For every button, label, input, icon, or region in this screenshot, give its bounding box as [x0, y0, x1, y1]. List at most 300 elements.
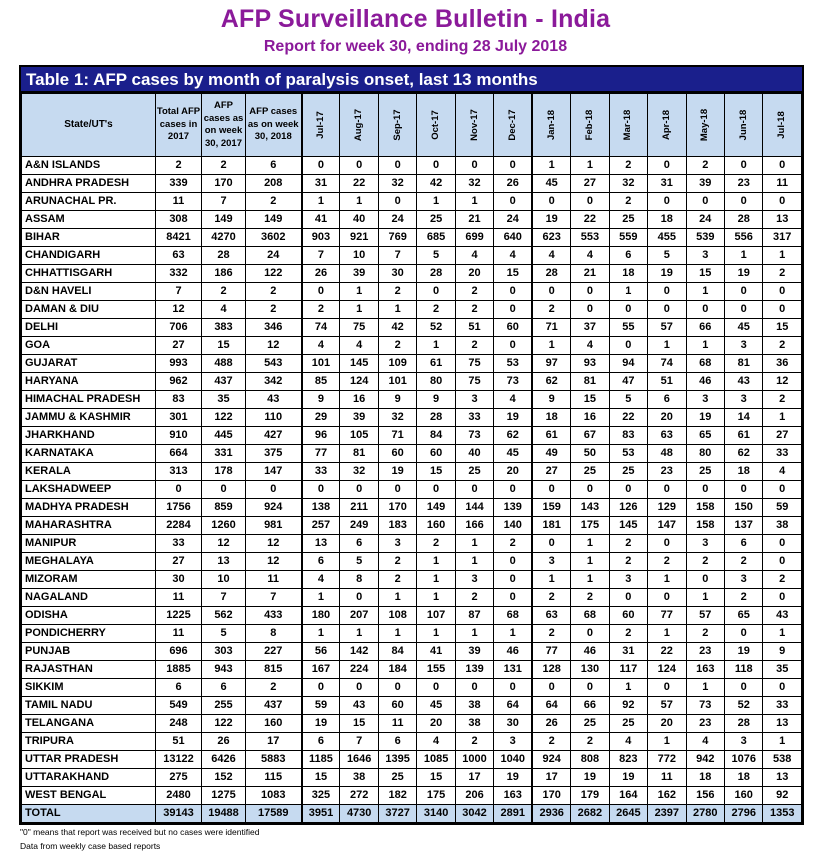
case-count-cell: 160	[724, 787, 762, 805]
state-name-cell: MADHYA PRADESH	[22, 499, 156, 517]
table-row	[22, 409, 802, 427]
case-count-cell: 18	[609, 265, 647, 283]
case-count-cell: 3	[686, 391, 724, 409]
case-count-cell: 0	[763, 535, 802, 553]
case-count-cell: 26	[494, 175, 532, 193]
case-count-cell: 0	[302, 679, 340, 697]
case-count-cell: 101	[302, 355, 340, 373]
case-count-cell: 0	[763, 679, 802, 697]
case-count-cell: 75	[455, 373, 493, 391]
case-count-cell: 257	[302, 517, 340, 535]
case-count-cell: 0	[686, 301, 724, 319]
case-count-cell: 38	[455, 715, 493, 733]
state-name-cell: KERALA	[22, 463, 156, 481]
case-count-cell: 4	[686, 733, 724, 751]
case-count-cell: 445	[202, 427, 246, 445]
case-count-cell: 0	[494, 481, 532, 499]
table-row	[22, 553, 802, 571]
case-count-cell: 272	[340, 787, 378, 805]
case-count-cell: 2	[246, 283, 302, 301]
case-count-cell: 0	[609, 337, 647, 355]
case-count-cell: 51	[455, 319, 493, 337]
case-count-cell: 3727	[378, 805, 416, 823]
case-count-cell: 65	[686, 427, 724, 445]
table-row	[22, 589, 802, 607]
case-count-cell: 2936	[532, 805, 570, 823]
case-count-cell: 1	[417, 193, 455, 211]
case-count-cell: 943	[202, 661, 246, 679]
header-month	[417, 94, 455, 157]
case-count-cell: 10	[202, 571, 246, 589]
case-count-cell: 2	[571, 589, 609, 607]
case-count-cell: 15	[763, 319, 802, 337]
case-count-cell: 26	[302, 265, 340, 283]
case-count-cell: 138	[302, 499, 340, 517]
case-count-cell: 1	[686, 589, 724, 607]
case-count-cell: 92	[609, 697, 647, 715]
case-count-cell: 0	[648, 157, 686, 175]
state-name-cell: GUJARAT	[22, 355, 156, 373]
case-count-cell: 2	[532, 589, 570, 607]
case-count-cell: 2	[246, 301, 302, 319]
case-count-cell: 0	[494, 301, 532, 319]
case-count-cell: 249	[340, 517, 378, 535]
state-name-cell: LAKSHADWEEP	[22, 481, 156, 499]
case-count-cell: 8	[246, 625, 302, 643]
case-count-cell: 455	[648, 229, 686, 247]
state-name-cell: WEST BENGAL	[22, 787, 156, 805]
case-count-cell: 0	[455, 481, 493, 499]
case-count-cell: 0	[340, 589, 378, 607]
case-count-cell: 27	[763, 427, 802, 445]
case-count-cell: 0	[724, 283, 762, 301]
case-count-cell: 65	[724, 607, 762, 625]
case-count-cell: 13122	[156, 751, 202, 769]
case-count-cell: 180	[302, 607, 340, 625]
case-count-cell: 25	[609, 715, 647, 733]
case-count-cell: 162	[648, 787, 686, 805]
case-count-cell: 1885	[156, 661, 202, 679]
footnote-data-source: Data from weekly case based reports	[20, 841, 161, 851]
state-name-cell: DAMAN & DIU	[22, 301, 156, 319]
case-count-cell: 696	[156, 643, 202, 661]
case-count-cell: 699	[455, 229, 493, 247]
case-count-cell: 21	[571, 265, 609, 283]
case-count-cell: 1	[455, 625, 493, 643]
state-name-cell: A&N ISLANDS	[22, 157, 156, 175]
table-row	[22, 229, 802, 247]
header-month-label: Jan-18	[545, 109, 557, 141]
case-count-cell: 170	[532, 787, 570, 805]
case-count-cell: 17	[246, 733, 302, 751]
case-count-cell: 45	[532, 175, 570, 193]
case-count-cell: 36	[763, 355, 802, 373]
case-count-cell: 2	[378, 553, 416, 571]
case-count-cell: 96	[302, 427, 340, 445]
state-name-cell: MIZORAM	[22, 571, 156, 589]
case-count-cell: 301	[156, 409, 202, 427]
case-count-cell: 2891	[494, 805, 532, 823]
case-count-cell: 18	[532, 409, 570, 427]
case-count-cell: 2	[609, 625, 647, 643]
case-count-cell: 2	[571, 733, 609, 751]
case-count-cell: 167	[302, 661, 340, 679]
case-count-cell: 313	[156, 463, 202, 481]
case-count-cell: 27	[156, 553, 202, 571]
case-count-cell: 50	[571, 445, 609, 463]
case-count-cell: 1	[340, 625, 378, 643]
case-count-cell: 208	[246, 175, 302, 193]
case-count-cell: 317	[763, 229, 802, 247]
case-count-cell: 0	[648, 589, 686, 607]
case-count-cell: 2	[763, 337, 802, 355]
case-count-cell: 53	[609, 445, 647, 463]
case-count-cell: 20	[455, 265, 493, 283]
case-count-cell: 1	[455, 535, 493, 553]
case-count-cell: 67	[571, 427, 609, 445]
case-count-cell: 35	[202, 391, 246, 409]
state-name-cell: TOTAL	[22, 805, 156, 823]
case-count-cell: 6	[202, 679, 246, 697]
case-count-cell: 77	[532, 643, 570, 661]
case-count-cell: 0	[302, 481, 340, 499]
case-count-cell: 1	[648, 733, 686, 751]
case-count-cell: 3	[455, 391, 493, 409]
case-count-cell: 0	[648, 535, 686, 553]
case-count-cell: 1	[378, 625, 416, 643]
case-count-cell: 562	[202, 607, 246, 625]
case-count-cell: 1	[648, 337, 686, 355]
case-count-cell: 1756	[156, 499, 202, 517]
case-count-cell: 85	[302, 373, 340, 391]
case-count-cell: 66	[686, 319, 724, 337]
case-count-cell: 3	[724, 391, 762, 409]
case-count-cell: 139	[494, 499, 532, 517]
case-count-cell: 11	[648, 769, 686, 787]
case-count-cell: 94	[609, 355, 647, 373]
table-row	[22, 193, 802, 211]
case-count-cell: 1	[378, 589, 416, 607]
case-count-cell: 4	[302, 571, 340, 589]
page-title: AFP Surveillance Bulletin - India	[220, 5, 611, 33]
state-name-cell: MEGHALAYA	[22, 553, 156, 571]
case-count-cell: 0	[571, 301, 609, 319]
case-count-cell: 51	[156, 733, 202, 751]
case-count-cell: 0	[648, 301, 686, 319]
header-month	[340, 94, 378, 157]
case-count-cell: 142	[340, 643, 378, 661]
case-count-cell: 0	[571, 481, 609, 499]
table-row	[22, 355, 802, 373]
case-count-cell: 25	[609, 463, 647, 481]
header-summary-col: AFP cases as on week 30, 2018	[246, 94, 302, 157]
case-count-cell: 13	[202, 553, 246, 571]
header-month	[609, 94, 647, 157]
case-count-cell: 772	[648, 751, 686, 769]
case-count-cell: 147	[648, 517, 686, 535]
table-row	[22, 391, 802, 409]
case-count-cell: 0	[417, 157, 455, 175]
case-count-cell: 11	[156, 625, 202, 643]
case-count-cell: 42	[378, 319, 416, 337]
case-count-cell: 160	[246, 715, 302, 733]
case-count-cell: 152	[202, 769, 246, 787]
case-count-cell: 0	[648, 481, 686, 499]
case-count-cell: 0	[609, 301, 647, 319]
case-count-cell: 26	[202, 733, 246, 751]
state-name-cell: DELHI	[22, 319, 156, 337]
case-count-cell: 15	[202, 337, 246, 355]
case-count-cell: 0	[340, 481, 378, 499]
case-count-cell: 80	[686, 445, 724, 463]
case-count-cell: 1	[417, 553, 455, 571]
case-count-cell: 19488	[202, 805, 246, 823]
case-count-cell: 9	[417, 391, 455, 409]
case-count-cell: 19	[494, 409, 532, 427]
case-count-cell: 20	[417, 715, 455, 733]
case-count-cell: 325	[302, 787, 340, 805]
case-count-cell: 1	[724, 247, 762, 265]
case-count-cell: 1	[532, 157, 570, 175]
case-count-cell: 17589	[246, 805, 302, 823]
case-count-cell: 39143	[156, 805, 202, 823]
case-count-cell: 815	[246, 661, 302, 679]
table-row	[22, 481, 802, 499]
case-count-cell: 145	[609, 517, 647, 535]
header-state: State/UT's	[22, 94, 156, 157]
table-row	[22, 283, 802, 301]
case-count-cell: 6	[302, 733, 340, 751]
case-count-cell: 1076	[724, 751, 762, 769]
case-count-cell: 1225	[156, 607, 202, 625]
case-count-cell: 53	[494, 355, 532, 373]
case-count-cell: 248	[156, 715, 202, 733]
case-count-cell: 6	[724, 535, 762, 553]
case-count-cell: 0	[532, 679, 570, 697]
case-count-cell: 1	[494, 625, 532, 643]
case-count-cell: 30	[494, 715, 532, 733]
case-count-cell: 13	[763, 715, 802, 733]
case-count-cell: 9	[532, 391, 570, 409]
case-count-cell: 3	[686, 535, 724, 553]
case-count-cell: 0	[763, 481, 802, 499]
table-row	[22, 643, 802, 661]
case-count-cell: 81	[724, 355, 762, 373]
state-name-cell: ANDHRA PRADESH	[22, 175, 156, 193]
case-count-cell: 18	[648, 211, 686, 229]
case-count-cell: 7	[340, 733, 378, 751]
case-count-cell: 110	[246, 409, 302, 427]
case-count-cell: 437	[202, 373, 246, 391]
case-count-cell: 144	[455, 499, 493, 517]
case-count-cell: 41	[302, 211, 340, 229]
case-count-cell: 0	[494, 337, 532, 355]
case-count-cell: 2	[763, 265, 802, 283]
case-count-cell: 124	[648, 661, 686, 679]
case-count-cell: 84	[417, 427, 455, 445]
case-count-cell: 156	[686, 787, 724, 805]
table-caption: Table 1: AFP cases by month of paralysis onset, last 13 months	[21, 67, 802, 93]
case-count-cell: 19	[724, 265, 762, 283]
case-count-cell: 109	[378, 355, 416, 373]
case-count-cell: 19	[571, 769, 609, 787]
case-count-cell: 42	[417, 175, 455, 193]
case-count-cell: 0	[571, 625, 609, 643]
case-count-cell: 0	[763, 553, 802, 571]
case-count-cell: 83	[609, 427, 647, 445]
case-count-cell: 71	[378, 427, 416, 445]
case-count-cell: 0	[763, 301, 802, 319]
case-count-cell: 126	[609, 499, 647, 517]
case-count-cell: 87	[455, 607, 493, 625]
case-count-cell: 164	[609, 787, 647, 805]
case-count-cell: 45	[494, 445, 532, 463]
case-count-cell: 73	[494, 373, 532, 391]
case-count-cell: 0	[417, 283, 455, 301]
case-count-cell: 24	[494, 211, 532, 229]
case-count-cell: 97	[532, 355, 570, 373]
case-count-cell: 107	[417, 607, 455, 625]
case-count-cell: 2796	[724, 805, 762, 823]
table-row	[22, 607, 802, 625]
case-count-cell: 64	[532, 697, 570, 715]
case-count-cell: 25	[455, 463, 493, 481]
case-count-cell: 1	[648, 625, 686, 643]
case-count-cell: 7	[378, 247, 416, 265]
case-count-cell: 160	[417, 517, 455, 535]
case-count-cell: 538	[763, 751, 802, 769]
case-count-cell: 0	[417, 679, 455, 697]
table-row	[22, 175, 802, 193]
case-count-cell: 6	[378, 733, 416, 751]
case-count-cell: 2	[686, 553, 724, 571]
case-count-cell: 11	[763, 175, 802, 193]
state-name-cell: JAMMU & KASHMIR	[22, 409, 156, 427]
case-count-cell: 1	[763, 733, 802, 751]
table-row	[22, 265, 802, 283]
case-count-cell: 39	[340, 409, 378, 427]
case-count-cell: 115	[246, 769, 302, 787]
case-count-cell: 13	[763, 769, 802, 787]
state-name-cell: HIMACHAL PRADESH	[22, 391, 156, 409]
case-count-cell: 2645	[609, 805, 647, 823]
case-count-cell: 118	[724, 661, 762, 679]
case-count-cell: 24	[246, 247, 302, 265]
table-row	[22, 787, 802, 805]
case-count-cell: 0	[686, 481, 724, 499]
case-count-cell: 38	[340, 769, 378, 787]
header-month-label: Dec-17	[506, 109, 518, 141]
case-count-cell: 25	[378, 769, 416, 787]
state-name-cell: TELANGANA	[22, 715, 156, 733]
case-count-cell: 1	[686, 679, 724, 697]
case-count-cell: 6426	[202, 751, 246, 769]
case-count-cell: 19	[686, 409, 724, 427]
case-count-cell: 1000	[455, 751, 493, 769]
table-row	[22, 445, 802, 463]
case-count-cell: 664	[156, 445, 202, 463]
header-month	[686, 94, 724, 157]
case-count-cell: 68	[494, 607, 532, 625]
case-count-cell: 16	[340, 391, 378, 409]
case-count-cell: 1353	[763, 805, 802, 823]
case-count-cell: 3	[724, 733, 762, 751]
header-month-label: Feb-18	[583, 109, 595, 141]
state-name-cell: RAJASTHAN	[22, 661, 156, 679]
header-month	[455, 94, 493, 157]
case-count-cell: 3	[724, 337, 762, 355]
case-count-cell: 0	[724, 625, 762, 643]
case-count-cell: 63	[532, 607, 570, 625]
case-count-cell: 331	[202, 445, 246, 463]
case-count-cell: 143	[571, 499, 609, 517]
case-count-cell: 207	[340, 607, 378, 625]
case-count-cell: 0	[378, 481, 416, 499]
case-count-cell: 2	[378, 571, 416, 589]
case-count-cell: 2	[156, 157, 202, 175]
case-count-cell: 5	[648, 247, 686, 265]
case-count-cell: 4	[609, 733, 647, 751]
case-count-cell: 5	[609, 391, 647, 409]
case-count-cell: 4	[494, 247, 532, 265]
case-count-cell: 55	[609, 319, 647, 337]
case-count-cell: 19	[648, 265, 686, 283]
case-count-cell: 303	[202, 643, 246, 661]
case-count-cell: 5	[417, 247, 455, 265]
case-count-cell: 2	[532, 733, 570, 751]
header-month-label: May-18	[699, 108, 710, 142]
case-count-cell: 20	[648, 409, 686, 427]
case-count-cell: 342	[246, 373, 302, 391]
case-count-cell: 28	[532, 265, 570, 283]
case-count-cell: 2	[532, 625, 570, 643]
case-count-cell: 3140	[417, 805, 455, 823]
case-count-cell: 0	[494, 571, 532, 589]
table-row	[22, 733, 802, 751]
case-count-cell: 49	[532, 445, 570, 463]
case-count-cell: 903	[302, 229, 340, 247]
case-count-cell: 12	[156, 301, 202, 319]
case-count-cell: 31	[609, 643, 647, 661]
state-name-cell: KARNATAKA	[22, 445, 156, 463]
case-count-cell: 5883	[246, 751, 302, 769]
case-count-cell: 427	[246, 427, 302, 445]
case-count-cell: 10	[340, 247, 378, 265]
case-count-cell: 33	[763, 697, 802, 715]
state-name-cell: SIKKIM	[22, 679, 156, 697]
table-row	[22, 157, 802, 175]
case-count-cell: 5	[202, 625, 246, 643]
table-row	[22, 517, 802, 535]
case-count-cell: 38	[763, 517, 802, 535]
case-count-cell: 32	[609, 175, 647, 193]
case-count-cell: 1	[417, 589, 455, 607]
case-count-cell: 4	[302, 337, 340, 355]
case-count-cell: 43	[340, 697, 378, 715]
case-count-cell: 19	[302, 715, 340, 733]
case-count-cell: 15	[686, 265, 724, 283]
case-count-cell: 71	[532, 319, 570, 337]
case-count-cell: 11	[246, 571, 302, 589]
table-row	[22, 535, 802, 553]
case-count-cell: 2	[686, 157, 724, 175]
case-count-cell: 1	[763, 409, 802, 427]
case-count-cell: 6	[156, 679, 202, 697]
case-count-cell: 2	[763, 571, 802, 589]
case-count-cell: 1085	[417, 751, 455, 769]
case-count-cell: 75	[455, 355, 493, 373]
case-count-cell: 3042	[455, 805, 493, 823]
